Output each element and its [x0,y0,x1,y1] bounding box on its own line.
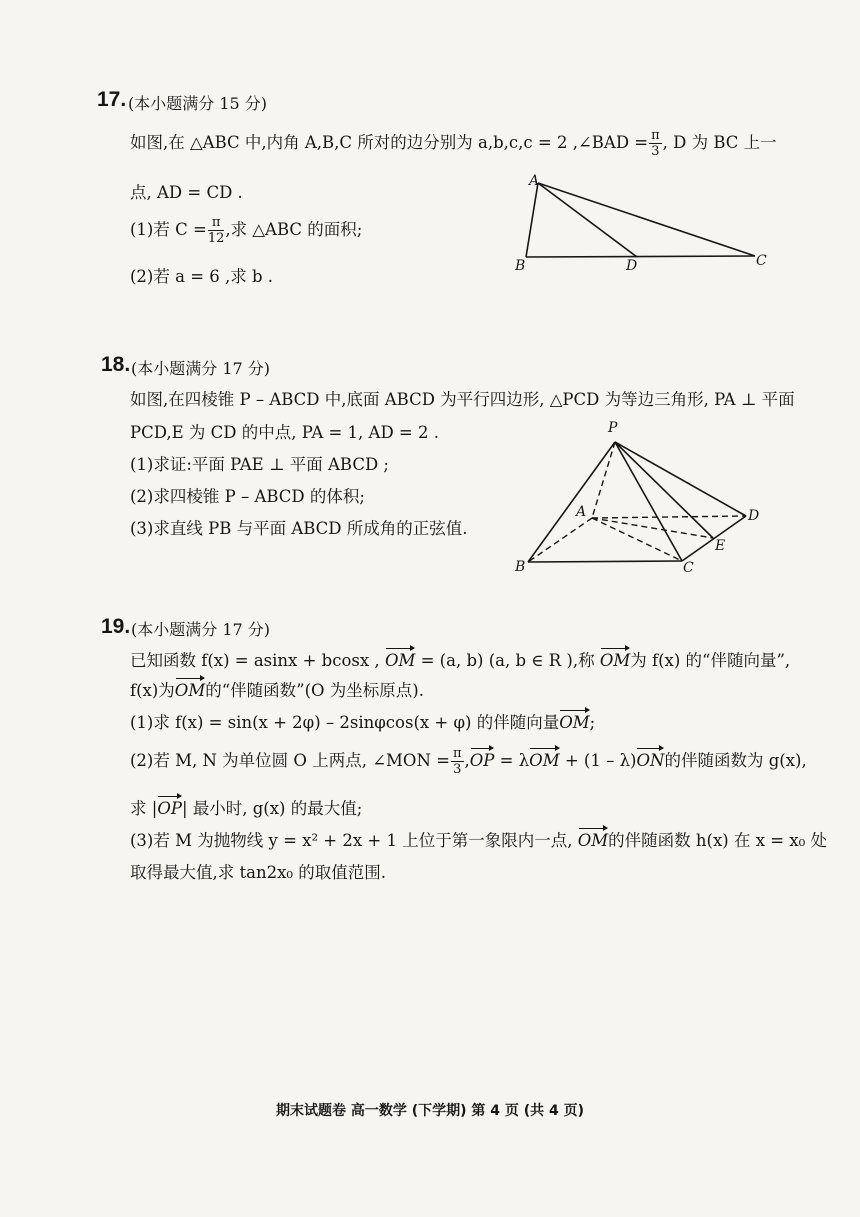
q18-label-b: B [515,559,526,575]
q18-label-e: E [715,538,726,554]
q19-vector-on: ON [636,751,665,770]
q19-line2: f(x)为OM的“伴随函数”(O 为坐标原点). [130,681,424,700]
q17-edge-ab [526,183,538,257]
q19-part3-line2: 取得最大值,求 tan2x₀ 的取值范围. [130,863,386,882]
q18-number: 18. [101,353,131,376]
q17-triangle-figure [510,170,780,280]
q17-label-a: A [529,173,540,189]
q19-vector-om: OM [577,831,609,850]
q17-edge-bc [526,256,755,257]
q18-line2: PCD,E 为 CD 的中点, PA = 1, AD = 2 . [130,423,439,442]
q18-edge-pd [615,442,746,516]
q17-edge-ac [538,183,755,256]
q18-label-a: A [576,504,587,520]
q17-part1-fraction: $\frac{\pi}{12}$ [207,215,225,246]
q18-part2: (2)求四棱锥 P – ABCD 的体积; [130,487,365,506]
q17-part2: (2)若 a = 6 ,求 b . [130,267,274,286]
q19-vector-om: OM [174,681,206,700]
q18-edge-ac [592,518,682,561]
q17-stem-line1 [130,129,777,158]
q18-header: (本小题满分 17 分) [131,359,271,378]
q17-part1: (1)若 C = $\frac{\pi}{12}$ ,求 △ABC 的面积; [130,215,363,246]
q19-vector-op: OP [469,751,495,770]
q17-label-c: C [756,253,767,269]
q19-vector-op: OP [157,799,182,818]
q18-edge-pe [615,442,713,538]
q18-part1: (1)求证:平面 PAE ⊥ 平面 ABCD ; [130,455,389,474]
q19-header: (本小题满分 17 分) [131,620,271,639]
q19-number: 19. [101,615,131,638]
q17-stem-a: 如图,在 △ABC 中,内角 A,B,C 所对的边分别为 a,b,c,c = 2 ,∠BAD = [130,133,649,152]
q18-label-d: D [748,508,760,524]
q17-stem-b: , D 为 BC 上一 [662,133,777,152]
q18-edge-ad [592,516,746,518]
q17-header: (本小题满分 15 分) [128,94,268,113]
q18-edge-pb [528,442,615,562]
q19-vector-om: OM [559,713,590,732]
q19-line1: 已知函数 f(x) = asinx + bcosx , OM = (a, b) (a, b ∈ R ),称 OM为 f(x) 的“伴随向量”, [130,651,791,670]
q18-line1: 如图,在四棱锥 P – ABCD 中,底面 ABCD 为平行四边形, △PCD 为等边三角形, PA ⊥ 平面 [130,390,795,409]
q18-edge-cd [682,516,746,561]
q18-label-p: P [608,420,618,436]
q17-number: 17. [97,88,127,111]
q18-label-c: C [683,560,694,576]
q18-edge-ab [528,518,592,562]
q19-part2-line2: 求 |OP| 最小时, g(x) 的最大值; [130,799,363,818]
q19-vector-om: OM [599,651,631,670]
q19-part2-fraction: $\frac{\pi}{3}$ [452,746,462,777]
q17-label-b: B [515,258,526,274]
q18-edge-pc [615,442,682,561]
q19-vector-om: OM [384,651,416,670]
q19-part1: (1)求 f(x) = sin(x + 2φ) – 2sinφcos(x + φ) 的伴随向量OM; [130,713,596,732]
q19-vector-om: OM [529,751,560,770]
q18-part3: (3)求直线 PB 与平面 ABCD 所成角的正弦值. [130,519,468,538]
q19-part3-line1: (3)若 M 为抛物线 y = x² + 2x + 1 上位于第一象限内一点, OM的伴随函数 h(x) 在 x = x₀ 处 [130,831,827,850]
q17-stem-fraction: $\frac{\pi}{3}$ [651,128,660,159]
q17-edge-ad [538,183,637,257]
page-footer: 期末试题卷 高一数学 (下学期) 第 4 页 (共 4 页) [275,1103,585,1119]
q18-edge-bc [528,561,682,562]
q18-pyramid-figure [510,415,770,580]
q17-label-d: D [626,258,638,274]
q17-stem-line2: 点, AD = CD . [130,183,243,202]
q18-edge-pa [592,442,615,518]
q19-part2-line1: (2)若 M, N 为单位圆 O 上两点, ∠MON = $\frac{\pi}{3}$ ,OP = λOM + (1 – λ)ON的伴随函数为 g(x), [130,746,807,777]
